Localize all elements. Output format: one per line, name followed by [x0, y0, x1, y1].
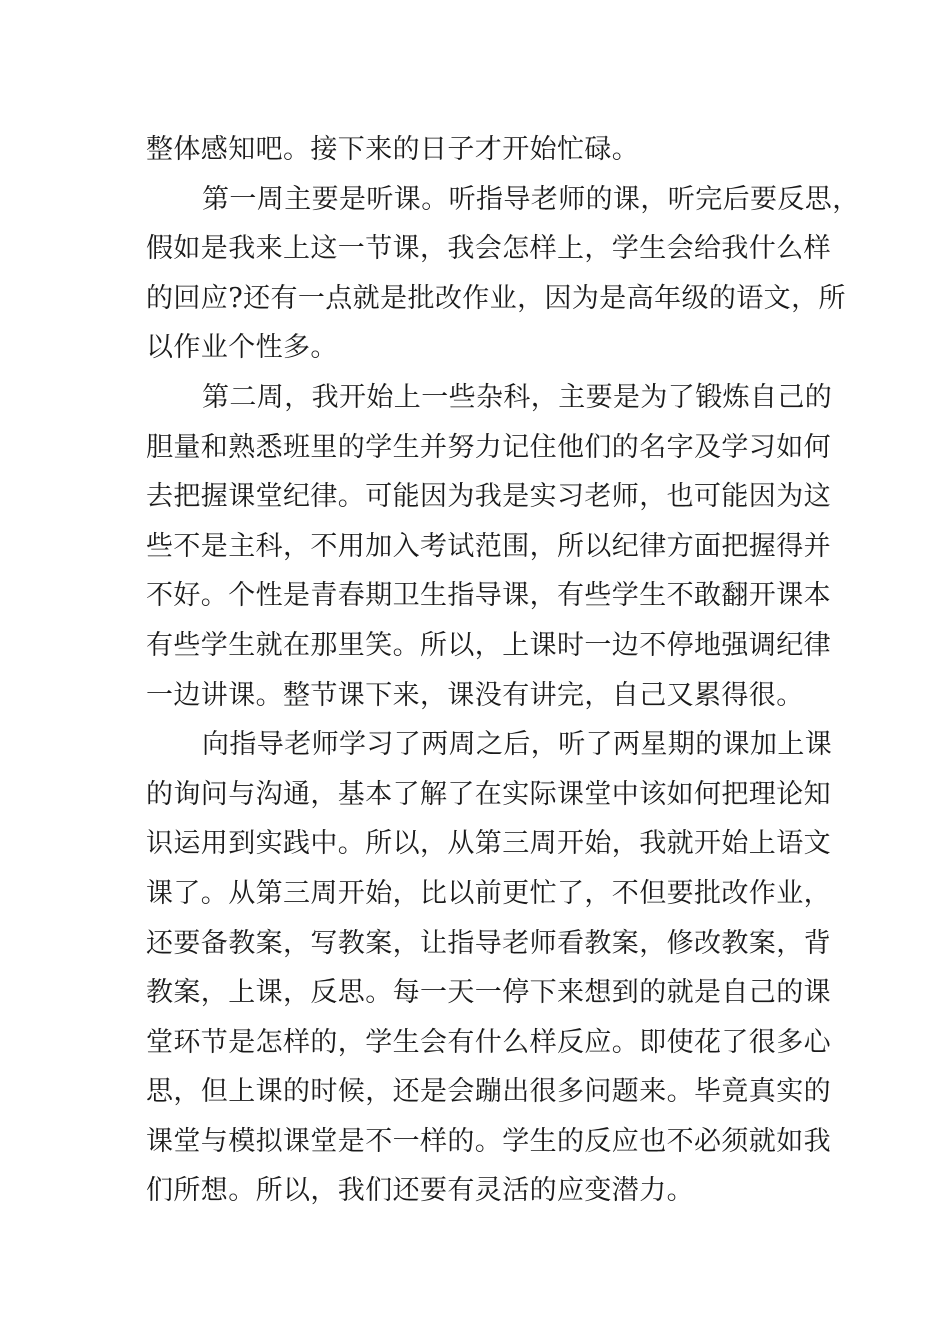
text-line: 教案，上课，反思。每一天一停下来想到的就是自己的课	[146, 977, 831, 1009]
text-line: 不好。个性是青春期卫生指导课，有些学生不敢翻开课本	[146, 580, 831, 612]
text-line: 有些学生就在那里笑。所以，上课时一边不停地强调纪律	[146, 629, 831, 661]
text-line: 胆量和熟悉班里的学生并努力记住他们的名字及学习如何	[146, 431, 831, 463]
text-line: 思，但上课的时候，还是会蹦出很多问题来。毕竟真实的	[146, 1076, 831, 1108]
text-line: 整体感知吧。接下来的日子才开始忙碌。	[146, 134, 640, 165]
text-line: 的回应?还有一点就是批改作业，因为是高年级的语文，所	[146, 282, 846, 314]
text-line: 们所想。所以，我们还要有灵活的应变潜力。	[146, 1175, 694, 1207]
text-line: 些不是主科，不用加入考试范围，所以纪律方面把握得并	[146, 530, 831, 562]
text-line: 堂环节是怎样的，学生会有什么样反应。即使花了很多心	[146, 1026, 831, 1058]
paragraph-first-line: 向指导老师学习了两周之后，听了两星期的课加上课	[202, 729, 833, 761]
paragraph-first-line: 第二周，我开始上一些杂科，主要是为了锻炼自己的	[202, 381, 833, 413]
paragraph-first-line: 第一周主要是听课。听指导老师的课，听完后要反思，	[202, 183, 860, 215]
text-line: 以作业个性多。	[146, 332, 338, 364]
text-line: 识运用到实践中。所以，从第三周开始，我就开始上语文	[146, 828, 831, 860]
text-line: 还要备教案，写教案，让指导老师看教案，修改教案，背	[146, 927, 831, 959]
document-body	[146, 125, 860, 1216]
text-line: 一边讲课。整节课下来，课没有讲完，自己又累得很。	[146, 679, 804, 711]
text-line: 去把握课堂纪律。可能因为我是实习老师，也可能因为这	[146, 481, 831, 513]
text-line: 课堂与模拟课堂是不一样的。学生的反应也不必须就如我	[146, 1125, 831, 1157]
text-line: 假如是我来上这一节课，我会怎样上，学生会给我什么样	[146, 233, 831, 265]
text-line: 的询问与沟通，基本了解了在实际课堂中该如何把理论知	[146, 778, 831, 810]
text-line: 课了。从第三周开始，比以前更忙了，不但要批改作业，	[146, 877, 831, 909]
